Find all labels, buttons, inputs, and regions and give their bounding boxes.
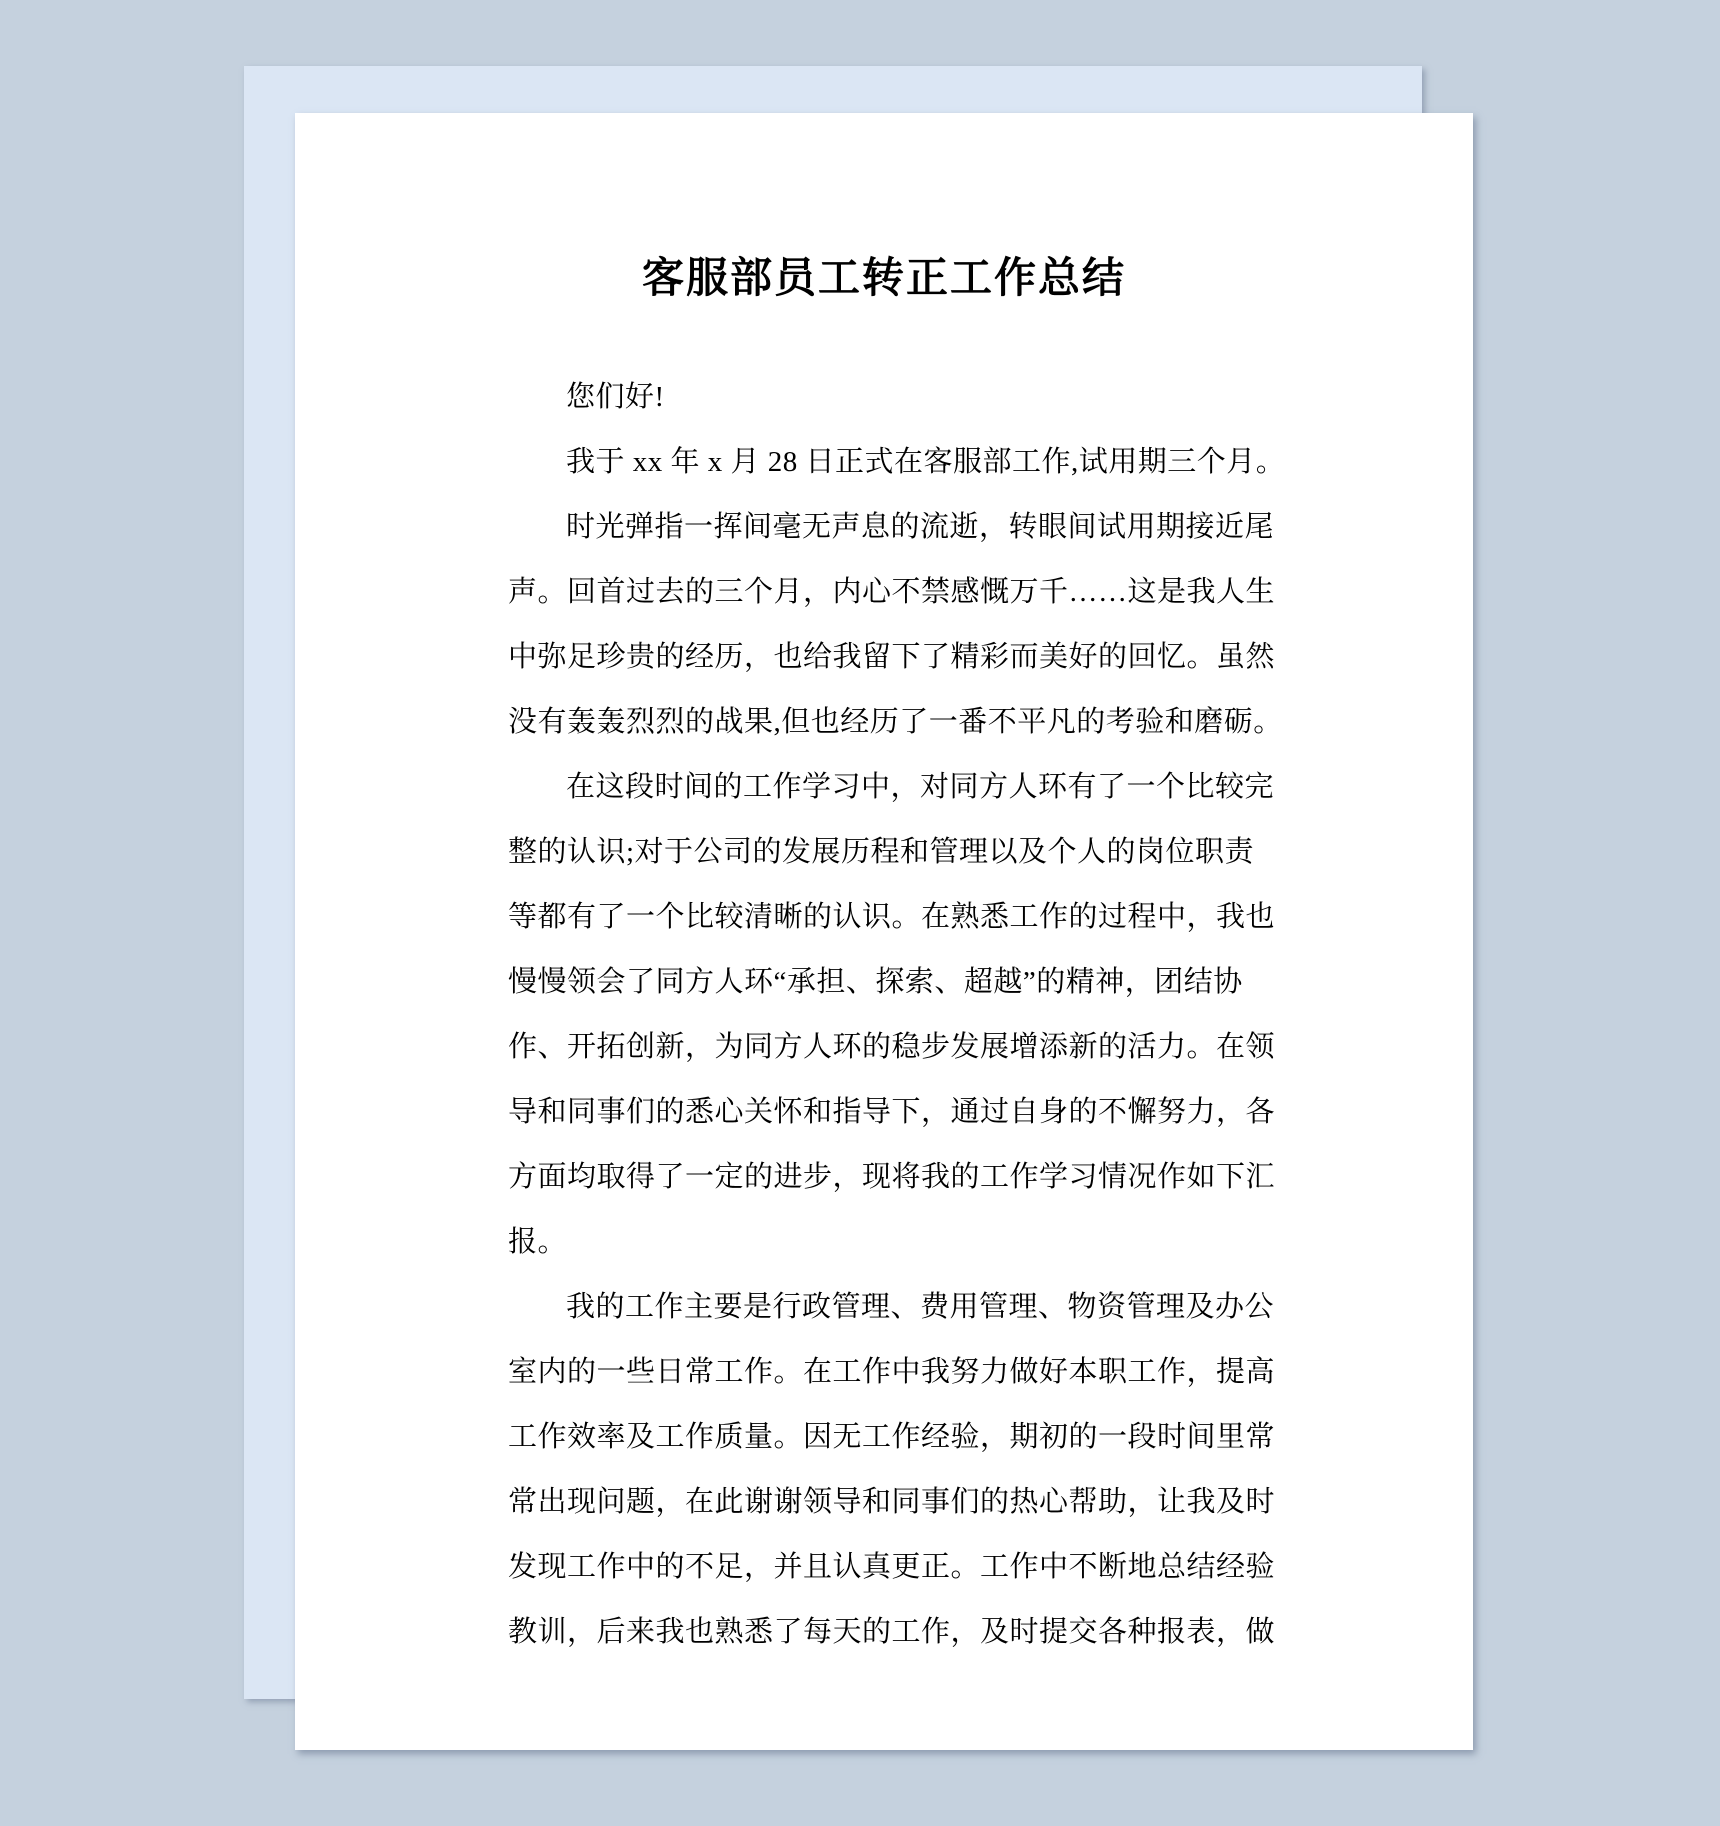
text-line: 我于 xx 年 x 月 28 日正式在客服部工作,试用期三个月。 <box>566 446 1286 478</box>
text-line: 中弥足珍贵的经历，也给我留下了精彩而美好的回忆。虽然 <box>508 641 1276 673</box>
text-line: 常出现问题，在此谢谢领导和同事们的热心帮助，让我及时 <box>508 1486 1276 1518</box>
text-line: 整的认识;对于公司的发展历程和管理以及个人的岗位职责 <box>508 836 1255 868</box>
text-line: 教训，后来我也熟悉了每天的工作，及时提交各种报表，做 <box>508 1616 1276 1648</box>
text-line: 时光弹指一挥间毫无声息的流逝，转眼间试用期接近尾 <box>566 511 1275 543</box>
text-line: 您们好! <box>566 381 665 413</box>
text-line: 工作效率及工作质量。因无工作经验，期初的一段时间里常 <box>508 1421 1276 1453</box>
document-body <box>508 365 1286 1665</box>
text-line: 发现工作中的不足，并且认真更正。工作中不断地总结经验 <box>508 1551 1276 1583</box>
text-line: 没有轰轰烈烈的战果,但也经历了一番不平凡的考验和磨砺。 <box>508 706 1283 738</box>
document-page <box>295 113 1473 1750</box>
text-line: 作、开拓创新，为同方人环的稳步发展增添新的活力。在领 <box>508 1031 1276 1063</box>
text-line: 在这段时间的工作学习中，对同方人环有了一个比较完 <box>566 771 1275 803</box>
text-line: 我的工作主要是行政管理、费用管理、物资管理及办公 <box>566 1291 1275 1323</box>
text-line: 等都有了一个比较清晰的认识。在熟悉工作的过程中，我也 <box>508 901 1276 933</box>
text-line: 导和同事们的悉心关怀和指导下，通过自身的不懈努力，各 <box>508 1096 1276 1128</box>
text-line: 慢慢领会了同方人环“承担、探索、超越”的精神，团结协 <box>508 966 1243 998</box>
text-line: 室内的一些日常工作。在工作中我努力做好本职工作，提高 <box>508 1356 1276 1388</box>
document-title: 客服部员工转正工作总结 <box>641 254 1126 301</box>
text-line: 方面均取得了一定的进步，现将我的工作学习情况作如下汇 <box>508 1161 1276 1193</box>
text-line: 声。回首过去的三个月，内心不禁感慨万千……这是我人生 <box>508 576 1276 608</box>
text-line: 报。 <box>508 1226 568 1258</box>
